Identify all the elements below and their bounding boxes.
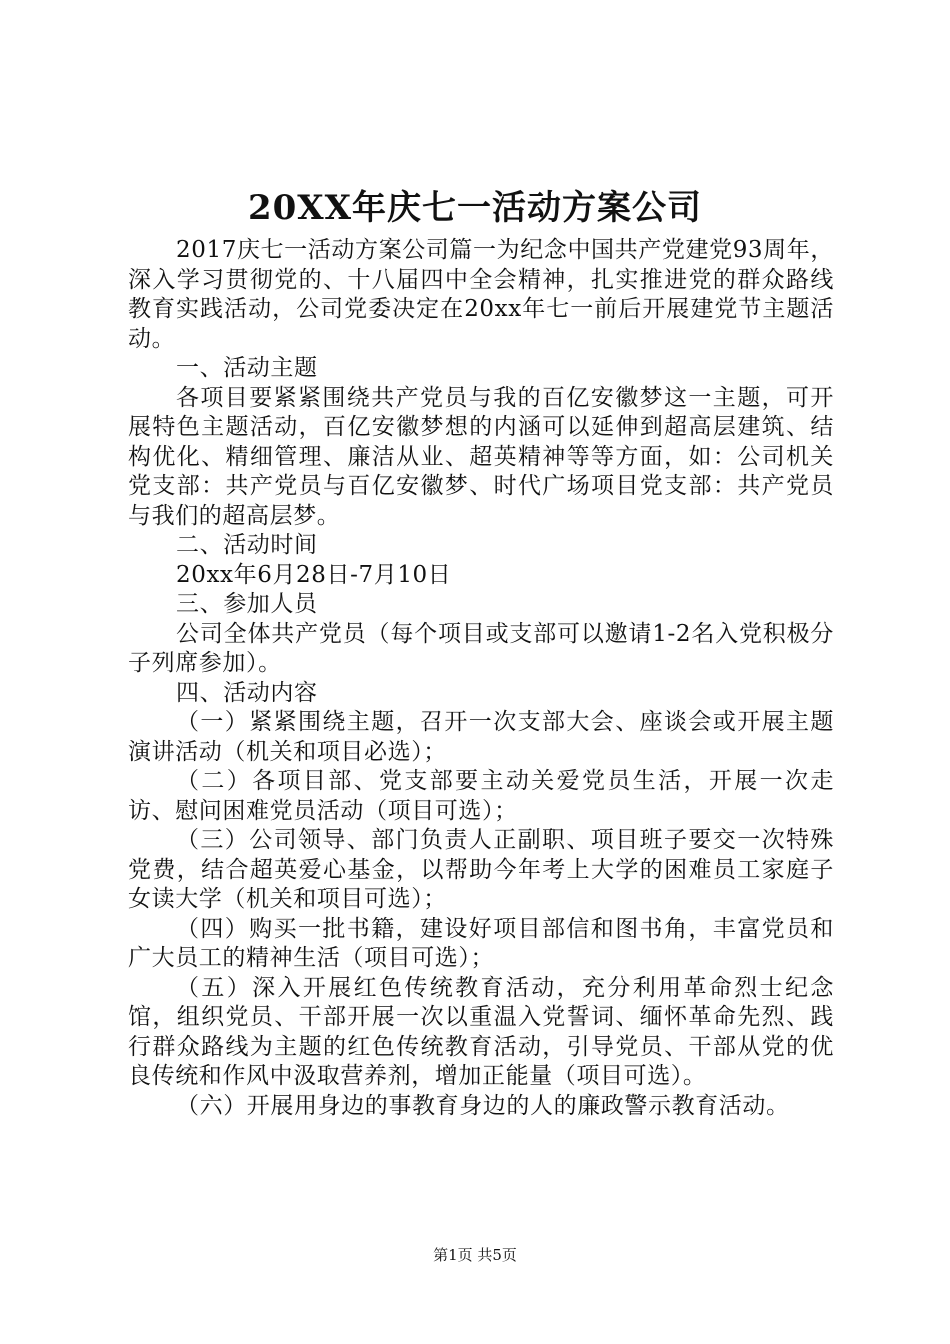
paragraph-intro: 2017庆七一活动方案公司篇一为纪念中国共产党建党93周年，深入学习贯彻党的、十八届四中全会精神，扎实推进党的群众路线教育实践活动，公司党委决定在20xx年七一前后开展建党节主题活动。 bbox=[128, 237, 834, 352]
paragraph-theme: 各项目要紧紧围绕共产党员与我的百亿安徽梦这一主题，可开展特色主题活动，百亿安徽梦想的内涵可以延伸到超高层建筑、结构优化、精细管理、廉洁从业、超英精神等等方面，如：公司机关党支部：共产党员与百亿安徽梦、时代广场项目党支部：共产党员与我们的超高层梦。 bbox=[128, 384, 834, 529]
document-body bbox=[128, 236, 834, 1121]
paragraph-participants: 公司全体共产党员（每个项目或支部可以邀请1-2名入党积极分子列席参加）。 bbox=[128, 620, 834, 676]
document-title: 20XX年庆七一活动方案公司 bbox=[247, 188, 703, 228]
content-item-6: （六）开展用身边的事教育身边的人的廉政警示教育活动。 bbox=[176, 1092, 790, 1119]
content-item-2: （二）各项目部、党支部要主动关爱党员生活，开展一次走访、慰问困难党员活动（项目可选）； bbox=[128, 768, 834, 824]
paragraph-time: 20xx年6月28日-7月10日 bbox=[176, 561, 452, 588]
content-item-1: （一）紧紧围绕主题，召开一次支部大会、座谈会或开展主题演讲活动（机关和项目必选）； bbox=[128, 709, 834, 765]
heading-activity-theme: 一、活动主题 bbox=[176, 355, 318, 381]
page-footer: 第1页 共5页 bbox=[433, 1246, 517, 1264]
content-item-4: （四）购买一批书籍，建设好项目部信和图书角，丰富党员和广大员工的精神生活（项目可选）； bbox=[128, 915, 834, 971]
content-item-3: （三）公司领导、部门负责人正副职、项目班子要交一次特殊党费，结合超英爱心基金，以帮助今年考上大学的困难员工家庭子女读大学（机关和项目可选）； bbox=[128, 827, 834, 912]
heading-activity-content: 四、活动内容 bbox=[176, 679, 318, 706]
heading-participants: 三、参加人员 bbox=[176, 591, 318, 617]
heading-activity-time: 二、活动时间 bbox=[176, 532, 318, 558]
content-item-5: （五）深入开展红色传统教育活动，充分利用革命烈士纪念馆，组织党员、干部开展一次以重温入党誓词、缅怀革命先烈、践行群众路线为主题的红色传统教育活动，引导党员、干部从党的优良传统和作风中汲取营养剂，增加正能量（项目可选）。 bbox=[128, 974, 834, 1089]
